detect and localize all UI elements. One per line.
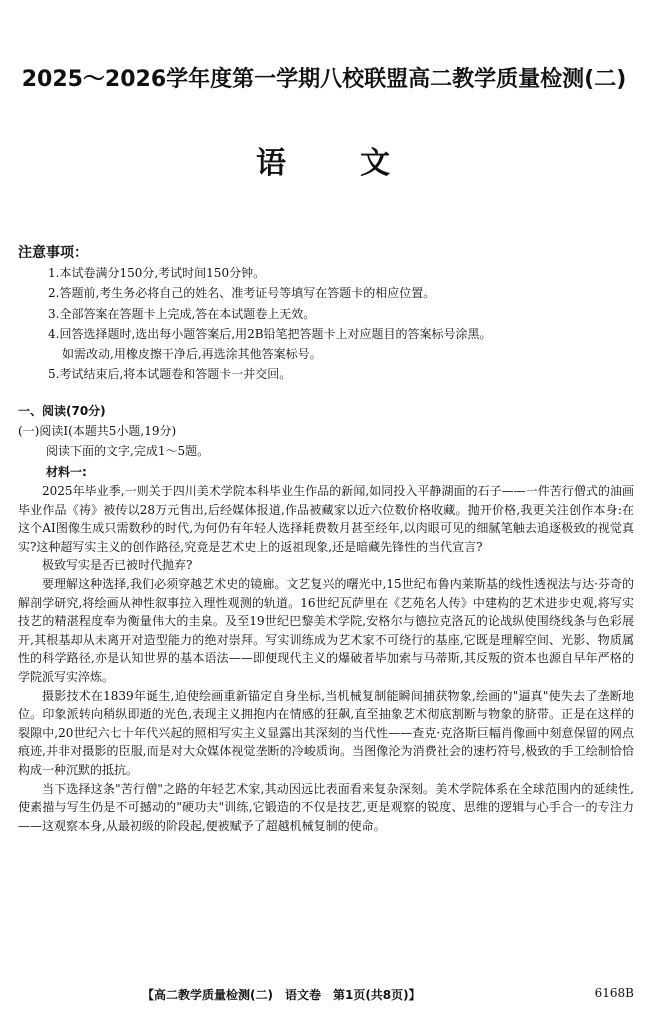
notice-item-continued: 如需改动,用橡皮擦干净后,再选涂其他答案标号。 (62, 347, 322, 362)
passage-paragraph: 摄影技术在1839年诞生,迫使绘画重新锚定自身坐标,当机械复制能瞬间捕获物象,绘画的"逼真"使失去了垄断地位。印象派转向稍纵即逝的光色,表现主义拥抱内在情感的狂飙,直至抽象艺术彻底割断与物象的脐带。正是在这样的裂隙中,20世纪六七十年代兴起的照相写实主义显露出其深刻的当代性——查克·克洛斯巨幅肖像画中刻意保留的网点痕迹,并非对摄影的臣服,而是对大众媒体视觉垄断的冷峻质询。当图像沦为消费社会的速朽符号,极致的手工绘制恰恰构成一种沉默的抵抗。 (18, 688, 634, 777)
passage-paragraph: 当下选择这条"苦行僧"之路的年轻艺术家,其动因远比表面看来复杂深刻。美术学院体系在全球范围内的延续性,使素描与写生仍是不可撼动的"硬功夫"训练,它锻造的不仅是技艺,更是观察的锐度、思维的逻辑与心手合一的专注力——这观察本身,从最初级的阶段起,便被赋予了超越机械复制的使命。 (18, 781, 634, 833)
footer-paper-code: 6168B (594, 986, 634, 1000)
subject-heading (0, 138, 648, 181)
notice-item: 3.全部答案在答题卡上完成,答在本试题卷上无效。 (48, 306, 316, 321)
material-label: 材料一: (46, 465, 87, 479)
passage-paragraph: 要理解这种选择,我们必须穿越艺术史的镜廊。文艺复兴的曙光中,15世纪布鲁内莱斯基的线性透视法与达·芬奇的解剖学研究,将绘画从神性叙事拉入理性观测的轨道。16世纪瓦萨里在《艺苑名人传》中建构的艺术进步史观,将写实技艺的精湛程度奉为衡量伟大的圭臬。及至19世纪巴黎美术学院,安格尔与德拉克洛瓦的论战纵使围绕线条与色彩展开,其根基却从未离开对造型能力的绝对崇拜。写实训练成为艺术家不可绕行的基座,它既是理解空间、光影、物质属性的科学路径,亦是认知世界的基本语法——即便现代主义的爆破者毕加索与马蒂斯,其反叛的资本也源自早年严格的学院派写实淬炼。 (18, 576, 634, 684)
passage-paragraph: 2025年毕业季,一则关于四川美术学院本科毕业生作品的新闻,如同投入平静湖面的石子——一件苦行僧式的油画毕业作品《祷》被传以28万元售出,后经媒体报道,作品被藏家以近六位数价格收藏。抛开价格,我更关注创作本身:在这个AI图像生成只需数秒的时代,为何仍有年轻人选择耗费数月甚至经年,以肉眼可见的细腻笔触去追逐极致的视觉真实?这种超写实主义的创作路径,究竟是艺术史上的返祖现象,还是暗藏先锋性的当代宣言? (18, 484, 634, 554)
notice-heading: 注意事项： (18, 245, 88, 261)
notice-item: 4.回答选择题时,选出每小题答案后,用2B铅笔把答题卡上对应题目的答案标号涂黑。 (48, 326, 492, 341)
subsection-heading: (一)阅读Ⅰ(本题共5小题,19分) (18, 424, 177, 438)
notice-list (48, 263, 638, 385)
section-heading: 一、阅读(70分) (18, 404, 106, 418)
notice-item: 5.考试结束后,将本试题卷和答题卡一并交回。 (48, 367, 292, 382)
notice-item: 1.本试卷满分150分,考试时间150分钟。 (48, 266, 266, 280)
subject-char-1: 语 (256, 146, 286, 181)
passage-paragraph: 极致写实是否已被时代抛弃? (42, 558, 193, 573)
exam-title: 2025～2026学年度第一学期八校联盟高二教学质量检测(二) (21, 67, 627, 92)
notice-item: 2.答题前,考生务必将自己的姓名、准考证号等填写在答题卡的相应位置。 (48, 286, 436, 301)
footer-page-info: 【高二教学质量检测(二) 语文卷 第1页(共8页)】 (142, 988, 421, 1002)
passage (18, 482, 634, 835)
subject-char-2: 文 (360, 146, 390, 181)
reading-instruction: 阅读下面的文字,完成1～5题。 (46, 444, 210, 458)
